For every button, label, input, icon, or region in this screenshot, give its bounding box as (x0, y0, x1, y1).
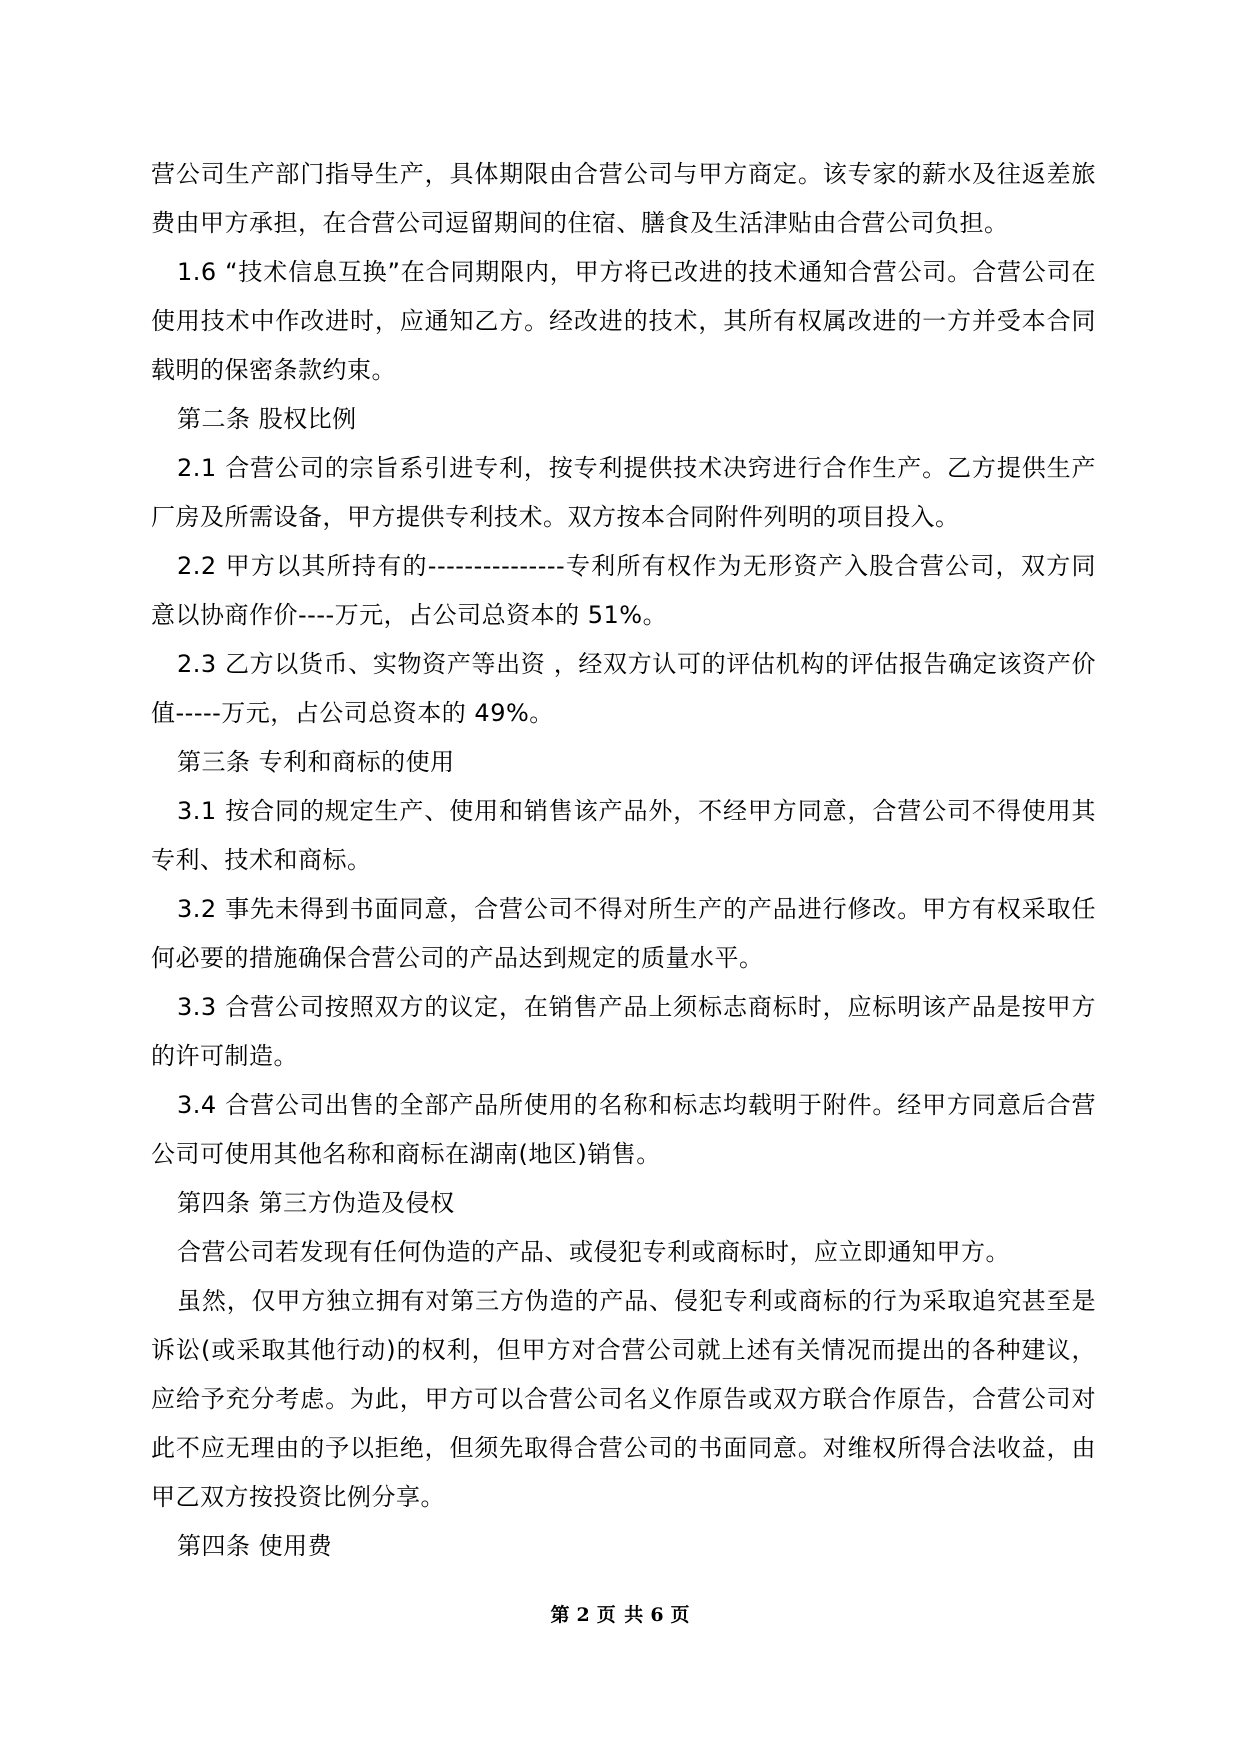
clause-3-4: 3.4 合营公司出售的全部产品所使用的名称和标志均载明于附件。经甲方同意后合营公司可使用其他名称和商标在湖南(地区)销售。 (151, 1091, 1096, 1168)
footer-suffix: 页 (670, 1604, 691, 1626)
paragraph: 合营公司若发现有任何伪造的产品、或侵犯专利或商标时，应立即通知甲方。 (177, 1238, 1010, 1266)
paragraph: 虽然，仅甲方独立拥有对第三方伪造的产品、侵犯专利或商标的行为采取追究甚至是诉讼(或采取其他行动)的权利，但甲方对合营公司就上述有关情况而提出的各种建议，应给予充分考虑。为此，甲方可以合营公司名义作原告或双方联合作原告，合营公司对此不应无理由的予以拒绝，但须先取得合营公司的书面同意。对维权所得合法收益，由甲乙双方按投资比例分享。 (151, 1287, 1096, 1511)
clause-2-3: 2.3 乙方以货币、实物资产等出资 ，经双方认可的评估机构的评估报告确定该资产价值-----万元，占公司总资本的 49%。 (151, 650, 1096, 727)
paragraph: 营公司生产部门指导生产，具体期限由合营公司与甲方商定。该专家的薪水及往返差旅费由甲方承担，在合营公司逗留期间的住宿、膳食及生活津贴由合营公司负担。 (151, 160, 1096, 237)
clause-2-1: 2.1 合营公司的宗旨系引进专利，按专利提供技术决窍进行合作生产。乙方提供生产厂房及所需设备，甲方提供专利技术。双方按本合同附件列明的项目投入。 (151, 454, 1096, 531)
footer-middle: 页 共 (596, 1604, 645, 1626)
footer-prefix: 第 (550, 1604, 571, 1626)
total-pages: 6 (650, 1604, 665, 1626)
clause-3-1: 3.1 按合同的规定生产、使用和销售该产品外，不经甲方同意，合营公司不得使用其专利、技术和商标。 (151, 797, 1096, 874)
clause-3-2: 3.2 事先未得到书面同意，合营公司不得对所生产的产品进行修改。甲方有权采取任何必要的措施确保合营公司的产品达到规定的质量水平。 (151, 895, 1096, 972)
article-heading: 第四条 使用费 (177, 1532, 333, 1560)
article-heading: 第三条 专利和商标的使用 (177, 748, 455, 776)
clause-3-3: 3.3 合营公司按照双方的议定，在销售产品上须标志商标时，应标明该产品是按甲方的许可制造。 (151, 993, 1096, 1070)
page-footer (0, 1600, 1241, 1627)
article-heading: 第四条 第三方伪造及侵权 (177, 1189, 455, 1217)
clause-2-2: 2.2 甲方以其所持有的---------------专利所有权作为无形资产入股合营公司，双方同意以协商作价----万元，占公司总资本的 51%。 (151, 552, 1096, 629)
page-number: 2 (576, 1604, 591, 1626)
document-body (151, 150, 1096, 1571)
article-heading: 第二条 股权比例 (177, 405, 357, 433)
clause-1-6: 1.6 “技术信息互换”在合同期限内，甲方将已改进的技术通知合营公司。合营公司在使用技术中作改进时，应通知乙方。经改进的技术，其所有权属改进的一方并受本合同载明的保密条款约束。 (151, 258, 1096, 384)
